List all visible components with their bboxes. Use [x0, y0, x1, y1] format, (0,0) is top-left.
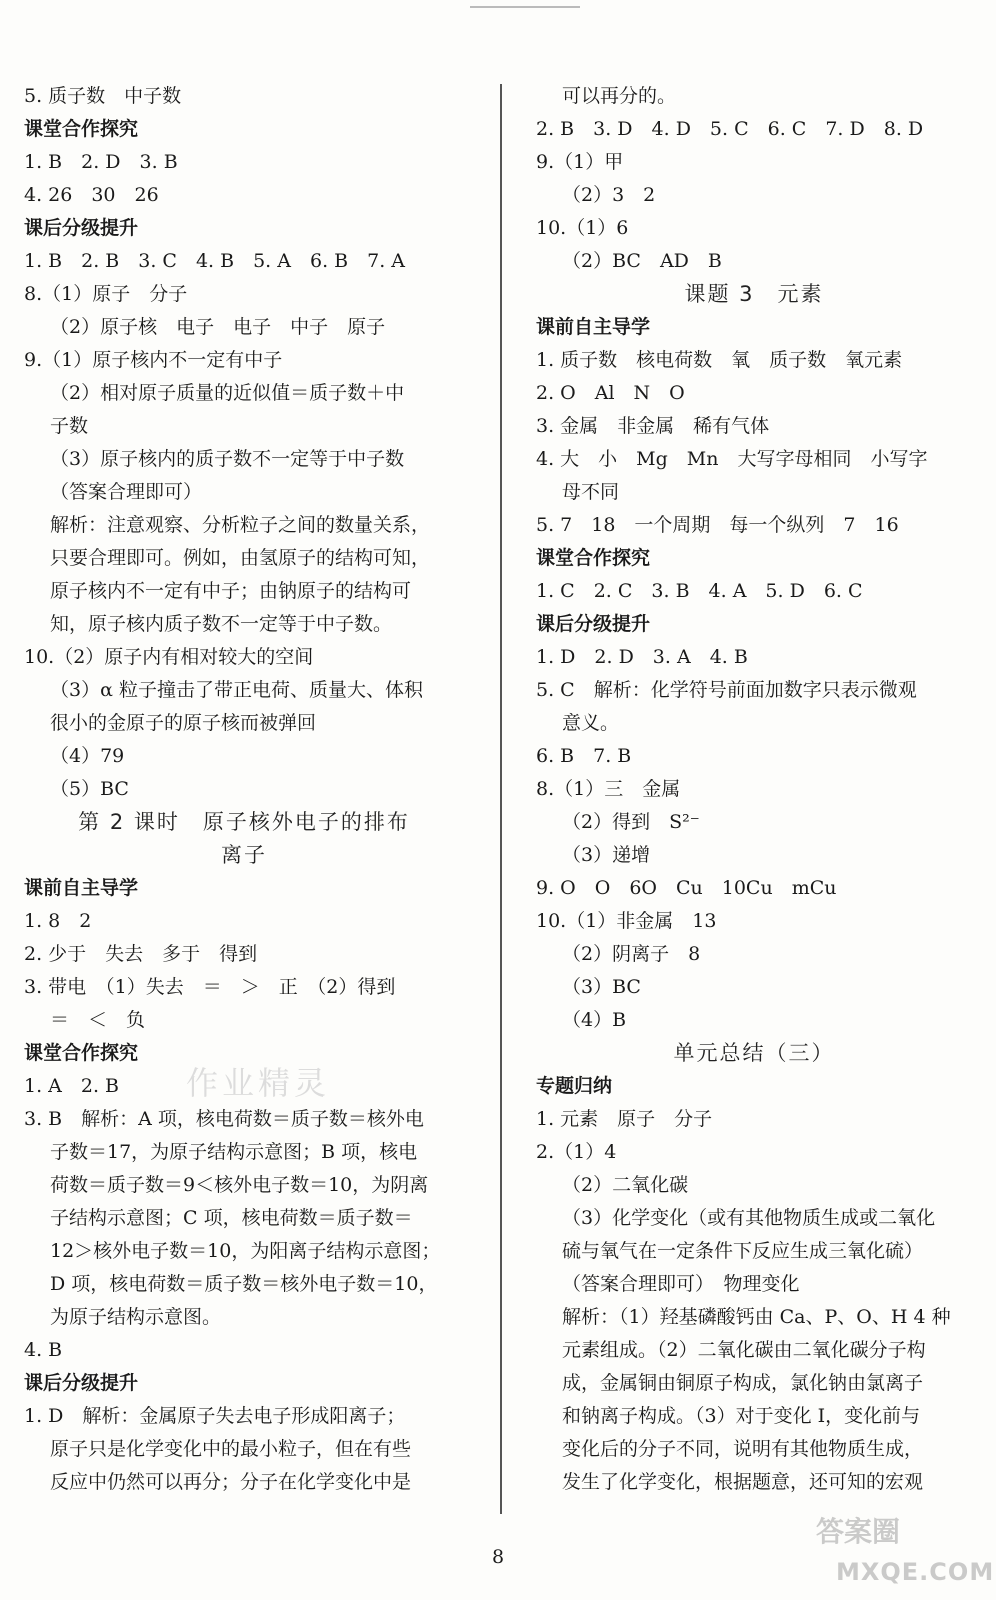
section-heading: 课堂合作探究	[24, 1042, 139, 1064]
answer-line: 2.（1）4	[536, 1141, 617, 1163]
answer-line: 10.（2）原子内有相对较大的空间	[24, 646, 314, 668]
lesson-title: 课题 3 元素	[684, 282, 824, 306]
answer-line: 母不同	[562, 481, 620, 503]
answer-line: 12＞核外电子数＝10，为阳离子结构示意图；	[50, 1240, 441, 1262]
answer-line: 2. O Al N O	[536, 382, 685, 404]
answer-line: （2）二氧化碳	[562, 1174, 689, 1196]
answer-line: ＝ ＜ 负	[50, 1009, 146, 1031]
answer-line: 3. 带电 （1）失去 ＝ ＞ 正 （2）得到	[24, 976, 396, 998]
answer-line: （3）α 粒子撞击了带正电荷、质量大、体积	[50, 679, 423, 701]
answer-line: （2）阴离子 8	[562, 943, 701, 965]
answer-line: （3）原子核内的质子数不一定等于中子数	[50, 448, 405, 470]
answer-line: 可以再分的。	[562, 85, 677, 107]
answer-line: 原子只是化学变化中的最小粒子，但在有些	[50, 1438, 412, 1460]
answer-line: 子数	[50, 415, 89, 437]
answer-line: 2. 少于 失去 多于 得到	[24, 943, 258, 965]
answer-line: （4）79	[50, 745, 125, 767]
answer-line: 发生了化学变化，根据题意，还可知的宏观	[562, 1471, 924, 1493]
answer-line: 1. 8 2	[24, 910, 92, 932]
answer-line: 5. 7 18 一个周期 每一个纵列 7 16	[536, 514, 899, 536]
answer-line: 8.（1）三 金属	[536, 778, 681, 800]
answer-line: 5. C 解析：化学符号前面加数字只表示微观	[536, 679, 917, 701]
answer-line: 4. B	[24, 1339, 63, 1361]
answer-line: （2）相对原子质量的近似值＝质子数＋中	[50, 382, 405, 404]
answer-line: 反应中仍然可以再分；分子在化学变化中是	[50, 1471, 412, 1493]
answer-line: 4. 26 30 26	[24, 184, 159, 206]
section-heading: 课后分级提升	[24, 217, 139, 239]
section-heading: 课前自主导学	[536, 316, 651, 338]
answer-line: （2）3 2	[562, 184, 656, 206]
answer-line: 1. D 2. D 3. A 4. B	[536, 646, 748, 668]
right-column	[536, 80, 972, 1499]
answer-line: 8.（1）原子 分子	[24, 283, 188, 305]
answer-line: 3. 金属 非金属 稀有气体	[536, 415, 770, 437]
answer-line: 9.（1）甲	[536, 151, 624, 173]
answer-line: 硫与氧气在一定条件下反应生成三氧化硫）	[562, 1240, 924, 1262]
answer-line: 10.（1）6	[536, 217, 629, 239]
section-heading: 课前自主导学	[24, 877, 139, 899]
answer-line: 3. B 解析：A 项，核电荷数＝质子数＝核外电	[24, 1108, 424, 1130]
answer-line: 1. 元素 原子 分子	[536, 1108, 713, 1130]
answer-line: （2）BC AD B	[562, 250, 722, 272]
answer-line: 解析：注意观察、分析粒子之间的数量关系，	[50, 514, 431, 536]
answer-line: （2）得到 S²⁻	[562, 811, 700, 833]
top-scan-mark	[470, 6, 580, 8]
answer-line: （3）化学变化（或有其他物质生成或二氧化	[562, 1207, 936, 1229]
answer-line: 为原子结构示意图。	[50, 1306, 222, 1328]
answer-line: 1. A 2. B	[24, 1075, 120, 1097]
section-heading: 课堂合作探究	[536, 547, 651, 569]
section-heading: 课后分级提升	[536, 613, 651, 635]
answer-line: （4）B	[562, 1009, 627, 1031]
answer-line: （3）BC	[562, 976, 641, 998]
answer-line: 意义。	[562, 712, 620, 734]
watermark-url: MXQE.COM	[836, 1558, 995, 1586]
answer-line: 10.（1）非金属 13	[536, 910, 717, 932]
answer-line: 成，金属铜由铜原子构成，氯化钠由氯离子	[562, 1372, 924, 1394]
lesson-title: 单元总结（三）	[673, 1041, 835, 1065]
section-heading: 课堂合作探究	[24, 118, 139, 140]
answer-line: 1. 质子数 核电荷数 氧 质子数 氧元素	[536, 349, 903, 371]
answer-line: 原子核内不一定有中子；由钠原子的结构可	[50, 580, 412, 602]
left-column	[24, 80, 464, 1499]
answer-line: 解析：（1）羟基磷酸钙由 Ca、P、O、H 4 种	[562, 1306, 951, 1328]
answer-line: （3）递增	[562, 844, 651, 866]
answer-line: 2. B 3. D 4. D 5. C 6. C 7. D 8. D	[536, 118, 924, 140]
answer-line: （2）原子核 电子 电子 中子 原子	[50, 316, 386, 338]
answer-line: 1. B 2. B 3. C 4. B 5. A 6. B 7. A	[24, 250, 406, 272]
answer-line: 1. D 解析：金属原子失去电子形成阳离子；	[24, 1405, 406, 1427]
lesson-title: 离子	[221, 843, 267, 867]
section-heading: 课后分级提升	[24, 1372, 139, 1394]
section-heading: 专题归纳	[536, 1075, 613, 1097]
answer-line: 只要合理即可。例如，由氢原子的结构可知，	[50, 547, 431, 569]
answer-line: 9. O O 6O Cu 10Cu mCu	[536, 877, 837, 899]
answer-line: 9.（1）原子核内不一定有中子	[24, 349, 283, 371]
answer-line: 荷数＝质子数＝9＜核外电子数＝10，为阴离	[50, 1174, 429, 1196]
answer-line: 子数＝17，为原子结构示意图；B 项，核电	[50, 1141, 418, 1163]
column-divider	[500, 84, 502, 1514]
answer-line: 子结构示意图；C 项，核电荷数＝质子数＝	[50, 1207, 413, 1229]
page-number: 8	[491, 1546, 505, 1568]
answer-line: 1. B 2. D 3. B	[24, 151, 178, 173]
answer-line: 5. 质子数 中子数	[24, 85, 182, 107]
answer-line: （5）BC	[50, 778, 129, 800]
answer-line: （答案合理即可）	[50, 481, 203, 503]
lesson-title: 第 2 课时 原子核外电子的排布	[78, 810, 410, 834]
answer-line: （答案合理即可） 物理变化	[562, 1273, 800, 1295]
answer-line: 元素组成。（2）二氧化碳由二氧化碳分子构	[562, 1339, 926, 1361]
answer-line: 和钠离子构成。（3）对于变化 I，变化前与	[562, 1405, 921, 1427]
answer-line: 4. 大 小 Mg Mn 大写字母相同 小写字	[536, 448, 928, 470]
watermark-logo: 答案圈	[816, 1515, 901, 1548]
answer-line: 6. B 7. B	[536, 745, 632, 767]
answer-line: 知，原子核内质子数不一定等于中子数。	[50, 613, 393, 635]
answer-line: 变化后的分子不同，说明有其他物质生成，	[562, 1438, 924, 1460]
answer-line: D 项，核电荷数＝质子数＝核外电子数＝10，	[50, 1273, 438, 1295]
answer-line: 很小的金原子的原子核而被弹回	[50, 712, 317, 734]
answer-line: 1. C 2. C 3. B 4. A 5. D 6. C	[536, 580, 863, 602]
watermark-text: 作业精灵	[186, 1064, 331, 1102]
